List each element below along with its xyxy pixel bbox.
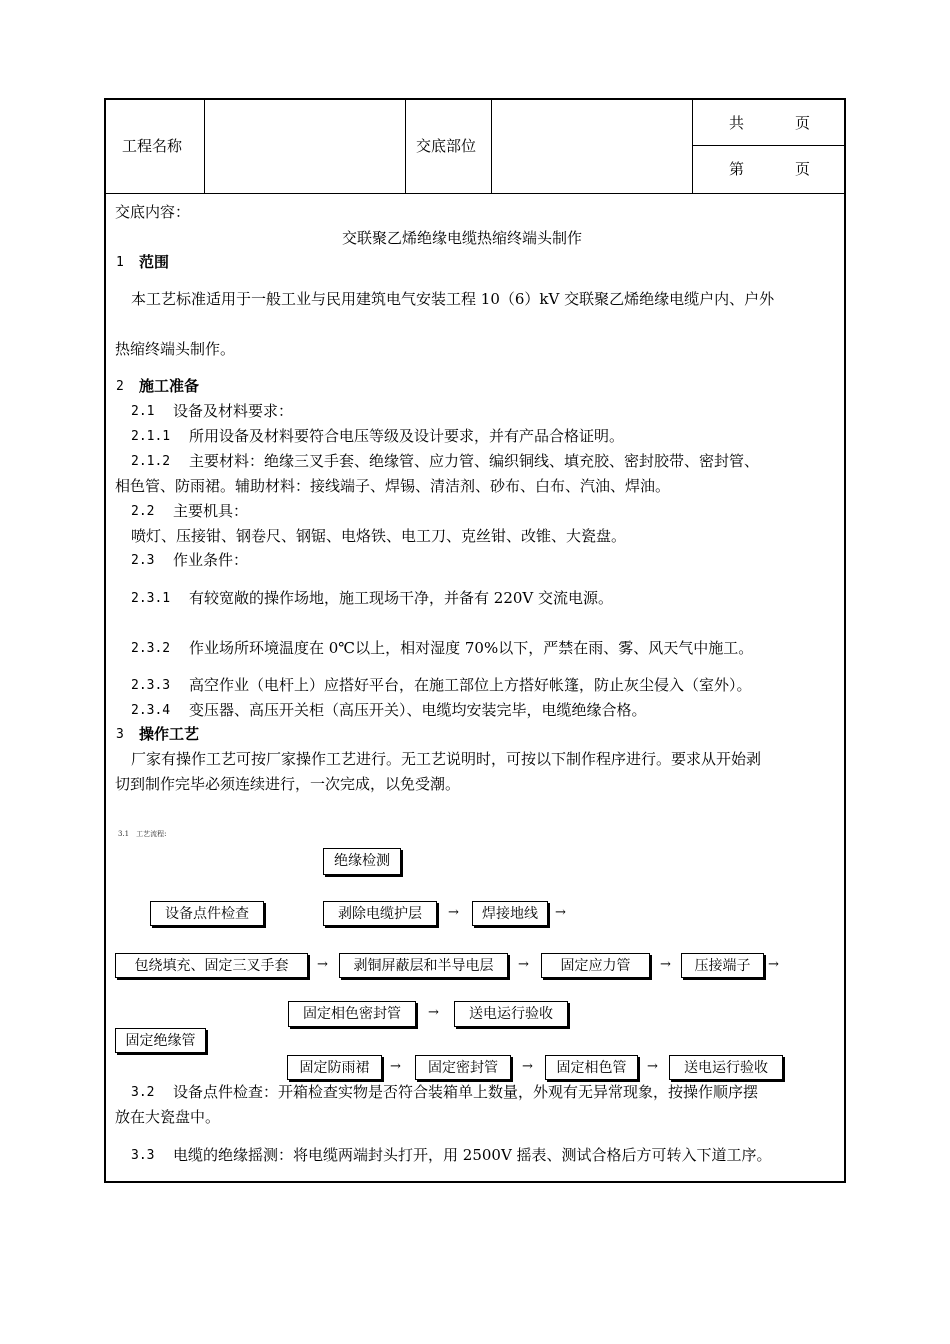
- flow-step-fix-rain-skirt: 固定防雨裙: [287, 1055, 382, 1080]
- flow-step-check-parts: 设备点件检查: [150, 901, 264, 926]
- header-table: [106, 100, 844, 194]
- page-number-label: 第: [729, 160, 745, 178]
- divider: [204, 100, 205, 193]
- paragraph: 切到制作完毕必须连续进行，一次完成，以免受潮。: [115, 775, 461, 793]
- paragraph: 电缆的绝缘摇测：将电缆两端封头打开，用 2500V 摇表、测试合格后方可转入下道工序。: [173, 1146, 772, 1164]
- content-intro: 交底内容：: [115, 203, 191, 221]
- flow-arrow: →: [555, 905, 566, 920]
- flow-arrow: →: [428, 1005, 439, 1020]
- project-name-label: 工程名称: [122, 137, 183, 155]
- section-number: 3: [116, 727, 124, 742]
- flow-arrow: →: [448, 905, 459, 920]
- flow-arrow: →: [518, 957, 529, 972]
- divider: [405, 100, 406, 193]
- paragraph: 喷灯、压接钳、钢卷尺、钢锯、电烙铁、电工刀、克丝钳、改锥、大瓷盘。: [131, 527, 627, 545]
- flow-arrow: →: [522, 1059, 533, 1074]
- paragraph: 本工艺标准适用于一般工业与民用建筑电气安装工程 10（6）kV 交联聚乙烯绝缘电缆户内、户外: [131, 290, 775, 308]
- flow-step-weld-ground: 焊接地线: [472, 901, 548, 926]
- subsection-number: 2.3.4: [131, 703, 171, 718]
- flow-step-fix-seal-tube: 固定密封管: [415, 1055, 511, 1080]
- flow-arrow: →: [390, 1059, 401, 1074]
- section-heading: 范围: [139, 253, 170, 271]
- flow-caption: 3.1 工艺流程:: [118, 830, 167, 838]
- handover-part-label: 交底部位: [416, 137, 477, 155]
- section-heading: 操作工艺: [139, 725, 200, 743]
- paragraph: 高空作业（电杆上）应搭好平台，在施工部位上方搭好帐篷，防止灰尘侵入（室外）。: [189, 676, 752, 694]
- paragraph: 热缩终端头制作。: [115, 340, 236, 358]
- flow-step-wrap-fill: 包绕填充、固定三叉手套: [115, 953, 308, 978]
- paragraph: 所用设备及材料要符合电压等级及设计要求，并有产品合格证明。: [189, 427, 625, 445]
- document-title: 交联聚乙烯绝缘电缆热缩终端头制作: [342, 229, 583, 247]
- total-pages-label: 共: [729, 114, 745, 132]
- page-number-unit: 页: [795, 160, 811, 178]
- flow-arrow: →: [660, 957, 671, 972]
- flow-step-fix-stress: 固定应力管: [541, 953, 650, 978]
- subsection-number: 2.1.2: [131, 454, 171, 469]
- subsection-number: 2.1.1: [131, 429, 171, 444]
- paragraph: 设备点件检查：开箱检查实物是否符合装箱单上数量，外观有无异常现象，按操作顺序摆: [173, 1083, 759, 1101]
- subsection-number: 3.3: [131, 1148, 155, 1163]
- paragraph: 设备及材料要求：: [173, 402, 294, 420]
- divider: [692, 100, 693, 193]
- section-number: 1: [116, 255, 124, 270]
- paragraph: 放在大瓷盘中。: [115, 1108, 221, 1126]
- subsection-number: 2.3.3: [131, 678, 171, 693]
- flow-step-strip-shield: 剥铜屏蔽层和半导电层: [339, 953, 508, 978]
- section-heading: 施工准备: [139, 377, 200, 395]
- divider: [692, 145, 844, 146]
- flow-step-strip-sheath: 剥除电缆护层: [323, 901, 437, 926]
- paragraph: 主要材料：绝缘三叉手套、绝缘管、应力管、编织铜线、填充胶、密封胶带、密封管、: [189, 452, 760, 470]
- subsection-number: 2.3.1: [131, 591, 171, 606]
- paragraph: 主要机具：: [173, 502, 249, 520]
- paragraph: 厂家有操作工艺可按厂家操作工艺进行。无工艺说明时，可按以下制作程序进行。要求从开始剥: [131, 750, 762, 768]
- subsection-number: 3.2: [131, 1085, 155, 1100]
- flow-arrow: →: [317, 957, 328, 972]
- paragraph: 相色管、防雨裙。辅助材料：接线端子、焊锡、清洁剂、砂布、白布、汽油、焊油。: [115, 477, 671, 495]
- subsection-number: 2.3: [131, 553, 155, 568]
- flow-step-power-acceptance-final: 送电运行验收: [669, 1055, 783, 1080]
- divider: [491, 100, 492, 193]
- subsection-number: 2.1: [131, 404, 155, 419]
- total-pages-unit: 页: [795, 114, 811, 132]
- section-number: 2: [116, 379, 124, 394]
- flow-step-power-acceptance: 送电运行验收: [454, 1001, 568, 1027]
- paragraph: 有较宽敞的操作场地，施工现场干净，并备有 220V 交流电源。: [189, 589, 614, 607]
- flow-step-fix-insulation-tube: 固定绝缘管: [115, 1028, 206, 1053]
- flow-step-fix-phase-seal: 固定相色密封管: [288, 1001, 416, 1027]
- paragraph: 变压器、高压开关柜（高压开关）、电缆均安装完毕，电缆绝缘合格。: [189, 701, 647, 719]
- flow-arrow: →: [768, 957, 779, 972]
- flow-step-insulation-test: 绝缘检测: [323, 848, 401, 875]
- paragraph: 作业条件：: [173, 551, 249, 569]
- flow-step-fix-phase-tube: 固定相色管: [545, 1055, 638, 1080]
- flow-step-crimp-terminal: 压接端子: [681, 953, 764, 978]
- subsection-number: 2.2: [131, 504, 155, 519]
- paragraph: 作业场所环境温度在 0℃以上，相对湿度 70%以下，严禁在雨、雾、风天气中施工。: [189, 639, 754, 657]
- subsection-number: 2.3.2: [131, 641, 171, 656]
- flow-arrow: →: [647, 1059, 658, 1074]
